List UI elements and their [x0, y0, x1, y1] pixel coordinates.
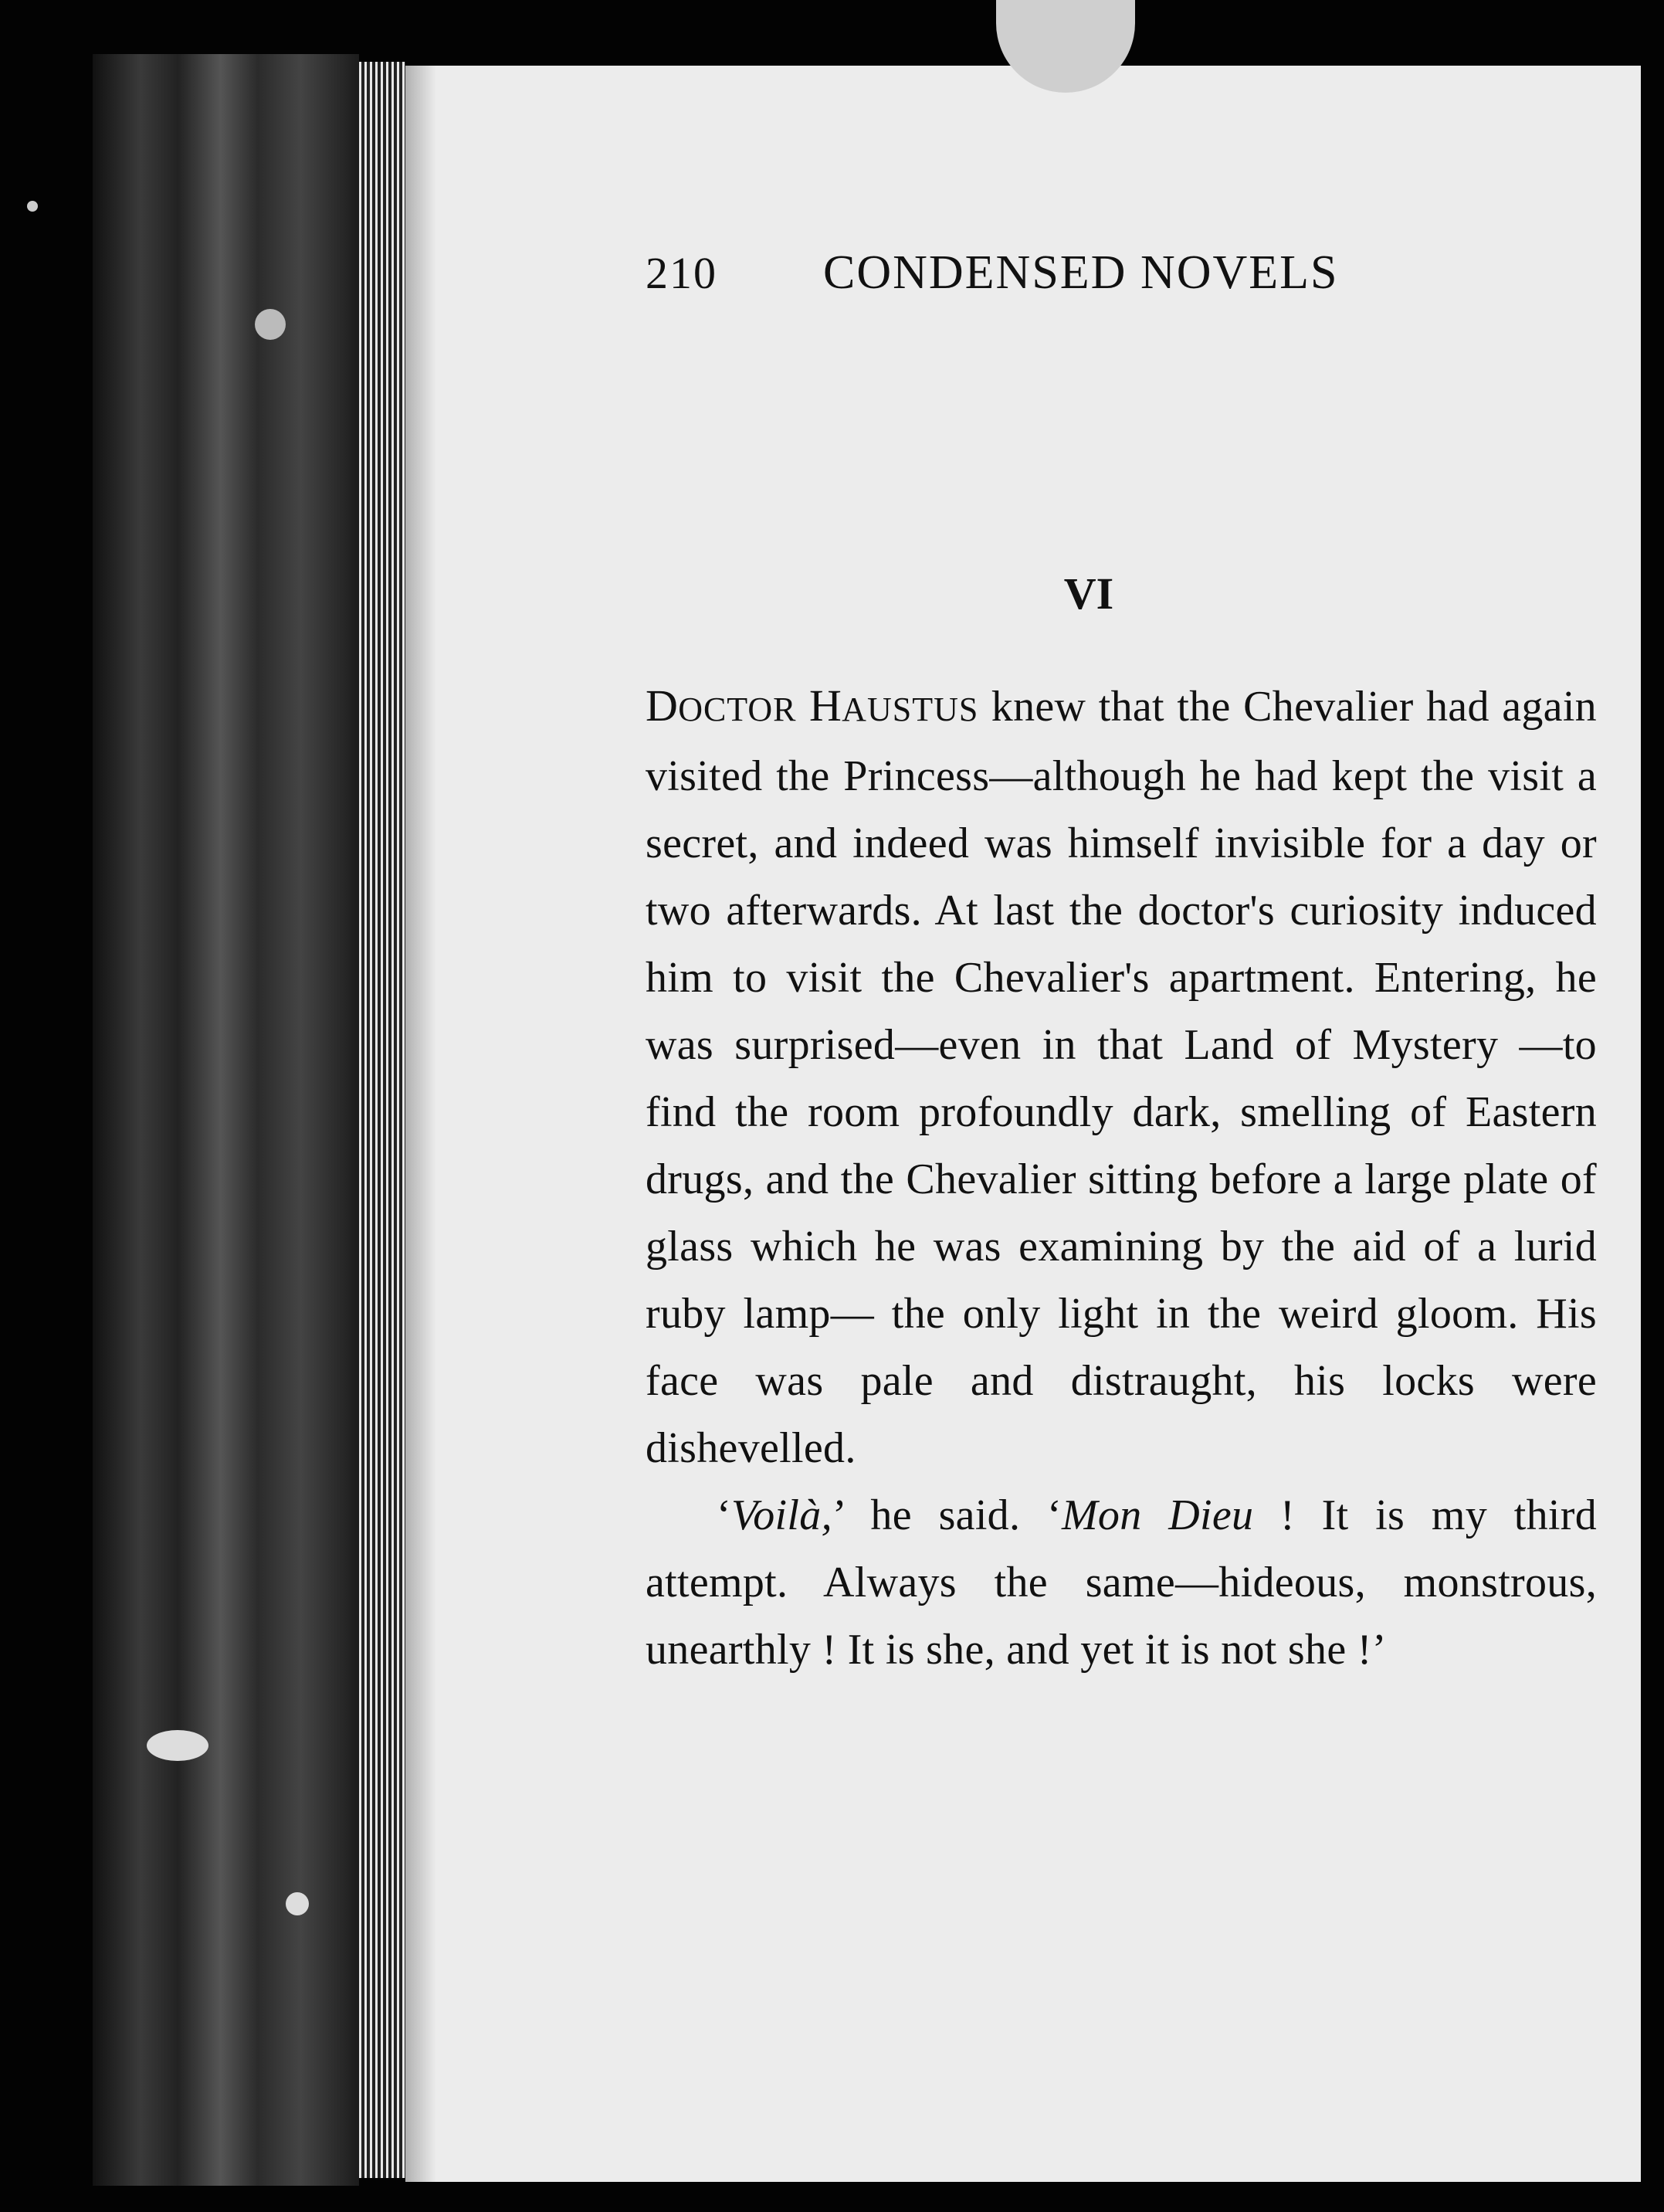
paragraph: [646, 672, 1597, 1482]
small-caps-rest: AUSTUS: [842, 690, 979, 728]
italic-phrase: Mon Dieu: [1061, 1491, 1254, 1539]
open-quote: ‘: [717, 1491, 731, 1539]
book-spine: [93, 54, 359, 2186]
running-title: CONDENSED NOVELS: [823, 246, 1339, 299]
paragraph-text: knew that the Chevalier had again visited the Princess—although he had kept the visit a secret, and indeed was himself invisible for a day or two afterwards. At last the doctor's curiosity induced him to visit the Chevalier's apartment. Entering, he was surprised—even in that Land of Mystery —to find the room profoundly dark, smelling of Eastern drugs, and the Chevalier sitting before a large plate of glass which he was examining by the aid of a lurid ruby lamp— the only light in the weird gloom. His face was pale and distraught, his locks were dishevelled.: [646, 683, 1597, 1472]
page-gutter-shadow: [405, 66, 436, 2182]
running-head: [646, 246, 1495, 307]
dust-speck: [286, 1892, 309, 1915]
paragraph-text: ! It is my third attempt. Always the same—hideous, monstrous, unearthly ! It is she, and yet it is not she !’: [646, 1491, 1598, 1674]
page-edges: [359, 62, 405, 2178]
italic-phrase: Voilà,: [730, 1491, 832, 1539]
small-caps-rest: OCTOR: [678, 690, 797, 728]
page-number: 210: [646, 248, 717, 298]
open-quote: ‘: [1047, 1491, 1062, 1539]
chapter-number: VI: [1063, 568, 1114, 619]
small-caps-initial: D: [646, 680, 679, 731]
paragraph-text: he said.: [843, 1491, 1047, 1539]
close-quote: ’: [832, 1491, 844, 1539]
dust-speck: [255, 309, 286, 340]
small-caps-initial: H: [808, 680, 842, 731]
paragraph: [646, 1482, 1597, 1684]
dust-speck: [27, 201, 38, 212]
body-text: [646, 672, 1597, 1684]
dust-speck: [147, 1730, 208, 1761]
